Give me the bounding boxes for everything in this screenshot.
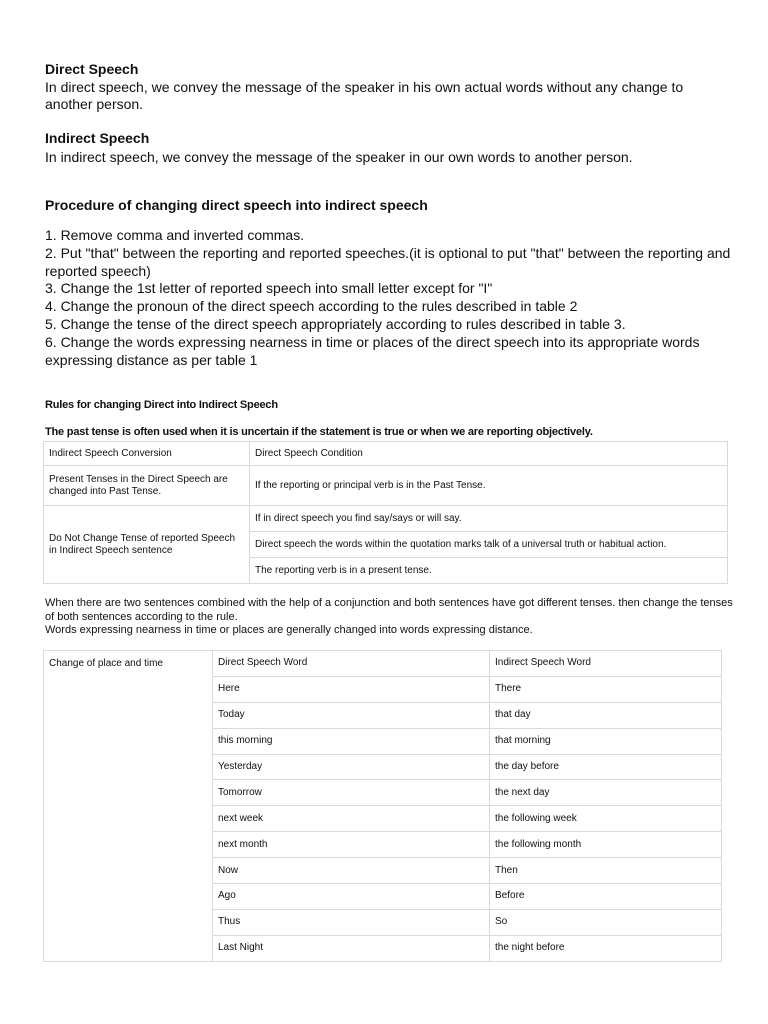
table-cell: Direct speech the words within the quotation marks talk of a universal truth or habitual action. <box>250 532 728 558</box>
direct-speech-text: In direct speech, we convey the message of the speaker in his own actual words without any change to another person. <box>45 79 684 112</box>
table-cell: If the reporting or principal verb is in the Past Tense. <box>250 466 728 506</box>
rules-table <box>43 441 728 584</box>
indirect-word-cell: the following week <box>490 806 722 832</box>
table-header-cell: Direct Speech Condition <box>250 442 728 466</box>
direct-word-cell: Last Night <box>213 935 490 961</box>
direct-word-cell: this morning <box>213 728 490 754</box>
indirect-speech-text: In indirect speech, we convey the message of the speaker in our own words to another person. <box>45 149 633 165</box>
indirect-word-cell: Before <box>490 884 722 910</box>
indirect-word-cell: Then <box>490 858 722 884</box>
table-cell: Present Tenses in the Direct Speech are changed into Past Tense. <box>44 466 250 506</box>
table-row <box>44 506 728 532</box>
indirect-speech-heading: Indirect Speech <box>45 130 150 146</box>
table-header-cell: Indirect Speech Word <box>490 651 722 677</box>
table-header-cell: Indirect Speech Conversion <box>44 442 250 466</box>
direct-word-cell: Yesterday <box>213 754 490 780</box>
table-header-row <box>44 651 722 677</box>
procedure-step: 2. Put "that" between the reporting and reported speeches.(it is optional to put "that" between the reporting and reported speech) <box>45 244 731 279</box>
table-header-cell: Direct Speech Word <box>213 651 490 677</box>
procedure-steps <box>45 227 735 369</box>
direct-word-cell: Today <box>213 702 490 728</box>
direct-word-cell: Ago <box>213 884 490 910</box>
rules-title: Rules for changing Direct into Indirect Speech <box>45 399 278 411</box>
procedure-step: 6. Change the words expressing nearness in time or places of the direct speech into its appropriate words expressing distance as per table 1 <box>45 333 700 368</box>
indirect-word-cell: that day <box>490 702 722 728</box>
table-cell: Do Not Change Tense of reported Speech in Indirect Speech sentence <box>44 506 250 584</box>
procedure-step: 5. Change the tense of the direct speech appropriately according to rules described in table 3. <box>45 315 626 332</box>
table-cell: The reporting verb is in a present tense. <box>250 558 728 584</box>
place-time-table <box>43 650 722 962</box>
direct-word-cell: Now <box>213 858 490 884</box>
indirect-word-cell: There <box>490 676 722 702</box>
procedure-heading: Procedure of changing direct speech into indirect speech <box>45 197 428 213</box>
conjunction-note: When there are two sentences combined with the help of a conjunction and both sentences have got different tenses. then change the tenses of both sentences according to the rule. <box>45 597 733 623</box>
table-header-row <box>44 442 728 466</box>
place-time-label: Change of place and time <box>44 651 213 962</box>
procedure-step: 1. Remove comma and inverted commas. <box>45 227 305 243</box>
direct-word-cell: Here <box>213 676 490 702</box>
indirect-word-cell: the day before <box>490 754 722 780</box>
indirect-word-cell: that morning <box>490 728 722 754</box>
rules-note: The past tense is often used when it is uncertain if the statement is true or when we are reporting objectively. <box>45 426 593 438</box>
direct-speech-heading: Direct Speech <box>45 61 139 77</box>
indirect-word-cell: the following month <box>490 832 722 858</box>
procedure-step: 3. Change the 1st letter of reported speech into small letter except for "I" <box>45 280 493 297</box>
direct-word-cell: next month <box>213 832 490 858</box>
procedure-step: 4. Change the pronoun of the direct speech according to the rules described in table 2 <box>45 298 578 315</box>
table-row <box>44 466 728 506</box>
indirect-word-cell: So <box>490 909 722 935</box>
table-cell: If in direct speech you find say/says or will say. <box>250 506 728 532</box>
direct-word-cell: Tomorrow <box>213 780 490 806</box>
indirect-word-cell: the night before <box>490 935 722 961</box>
direct-word-cell: Thus <box>213 909 490 935</box>
nearness-note: Words expressing nearness in time or places are generally changed into words expressing distance. <box>45 624 533 636</box>
indirect-word-cell: the next day <box>490 780 722 806</box>
direct-word-cell: next week <box>213 806 490 832</box>
